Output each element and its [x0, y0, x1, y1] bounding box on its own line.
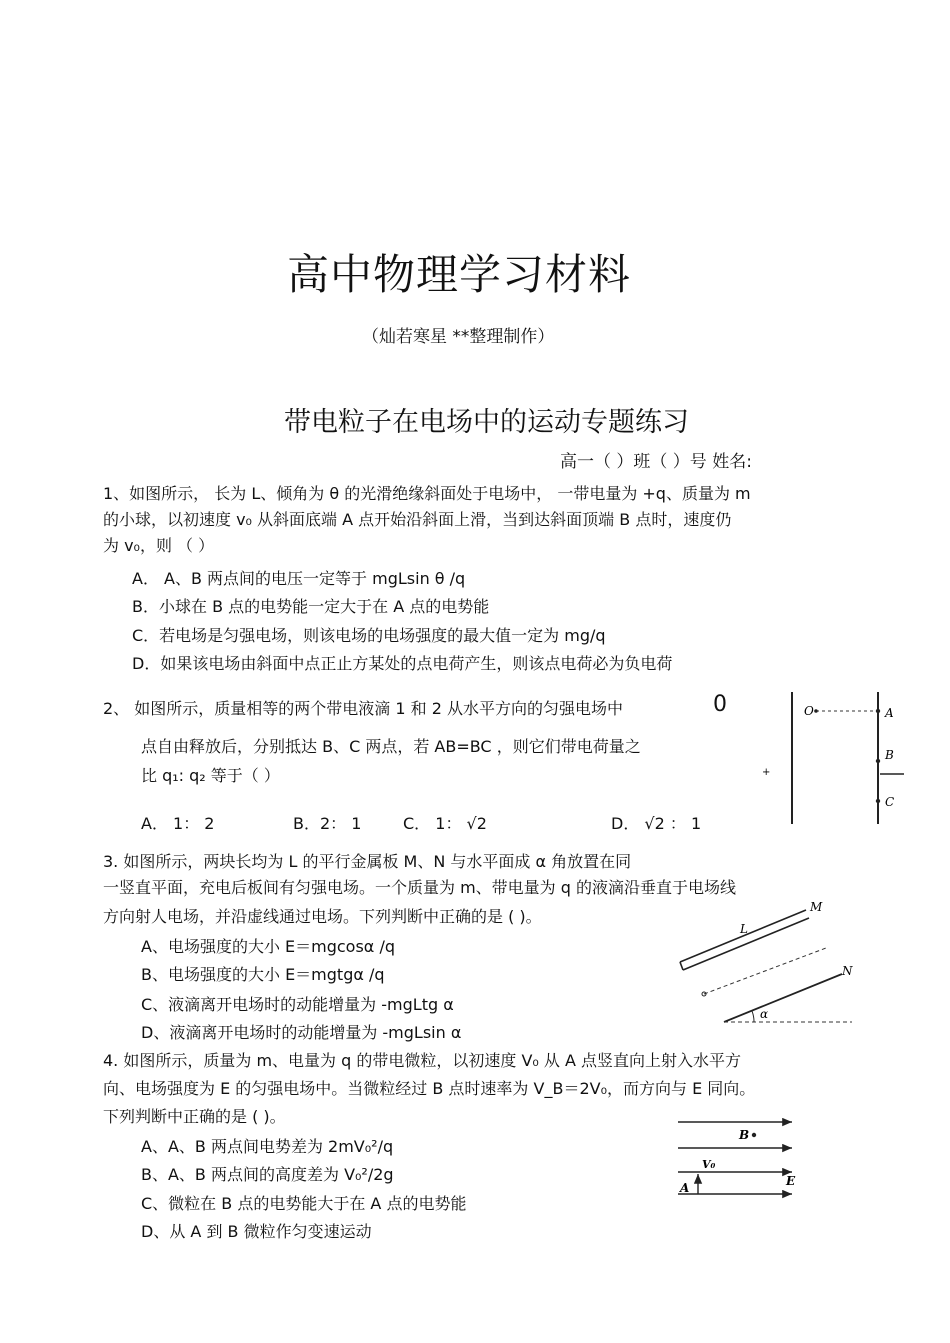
q4-line-3: 下列判断中正确的是 ( )。 [103, 1107, 286, 1126]
q1-option-a: A． A、B 两点间的电压一定等于 mgLsin θ /q [132, 569, 466, 588]
q3-line-2: 一竖直平面，充电后板间有匀强电场。一个质量为 m、带电量为 q 的液滴沿垂直于电场线 [103, 878, 737, 897]
q1-option-c: C．若电场是匀强电场，则该电场的电场强度的最大值一定为 mg/q [132, 626, 606, 645]
q2-fig-label-c: C [885, 795, 895, 809]
q2-line-2: 点自由释放后，分别抵达 B、C 两点，若 AB=BC ，则它们带电荷量之 [141, 737, 641, 756]
q2-option-b: B．2： 1 [293, 814, 362, 833]
q1-line-2: 的小球，以初速度 v₀ 从斜面底端 A 点开始沿斜面上滑，当到达斜面顶端 B 点时，速度仍 [103, 510, 732, 529]
q4-figure [672, 1110, 807, 1205]
q3-figure [666, 894, 856, 1034]
page-subtitle: （灿若寒星 **整理制作） [362, 327, 555, 347]
q4-fig-label-v0: V₀ [702, 1158, 716, 1171]
q2-figure [752, 686, 912, 836]
q1-line-1: 1、如图所示， 长为 L、倾角为 θ 的光滑绝缘斜面处于电场中， 一带电量为 +q、质量为 m [103, 484, 751, 503]
q2-fig-label-o: O [804, 704, 814, 718]
q3-fig-label-n: N [842, 964, 853, 978]
class-info-line: 高一（ ）班（ ）号 姓名: [560, 452, 752, 472]
q2-fig-label-a: A [885, 706, 894, 720]
q3-option-d: D、液滴离开电场时的动能增量为 -mgLsin α [141, 1023, 462, 1042]
q2-option-a: A． 1： 2 [141, 814, 215, 833]
q4-line-1: 4. 如图所示，质量为 m、电量为 q 的带电微粒，以初速度 V₀ 从 A 点竖直向上射入水平方 [103, 1051, 742, 1070]
q3-line-3: 方向射人电场，并沿虚线通过电场。下列判断中正确的是 ( )。 [103, 907, 542, 926]
q3-fig-label-alpha: α [760, 1007, 769, 1021]
q1-option-b: B．小球在 B 点的电势能一定大于在 A 点的电势能 [132, 597, 490, 616]
q3-option-b: B、电场强度的大小 E＝mgtgα /q [141, 965, 385, 984]
q4-line-2: 向、电场强度为 E 的匀强电场中。当微粒经过 B 点时速率为 V_B＝2V₀，而方向与 E 同向。 [103, 1079, 756, 1098]
q2-line-3: 比 q₁: q₂ 等于（ ） [141, 766, 280, 785]
page-title: 高中物理学习材料 [287, 250, 632, 299]
topic-title: 带电粒子在电场中的运动专题练习 [284, 407, 689, 438]
q2-point-o: 0 [713, 692, 727, 717]
q4-option-c: C、微粒在 B 点的电势能大于在 A 点的电势能 [141, 1194, 467, 1213]
q4-fig-label-b: B [739, 1128, 750, 1142]
q2-line-1: 2、 如图所示，质量相等的两个带电液滴 1 和 2 从水平方向的匀强电场中 [103, 699, 623, 718]
q2-fig-label-b: B [885, 748, 894, 762]
q4-option-d: D、从 A 到 B 微粒作匀变速运动 [141, 1222, 372, 1241]
q3-fig-label-m: M [810, 900, 823, 914]
q4-fig-label-e: E [786, 1174, 796, 1188]
q3-option-a: A、电场强度的大小 E＝mgcosα /q [141, 937, 395, 956]
q2-option-d: D． √2 ： 1 [611, 814, 702, 833]
q4-fig-label-a: A [680, 1181, 690, 1195]
q2-option-c: C． 1： √2 [403, 814, 487, 833]
q2-fig-label-plus: + [762, 767, 771, 778]
q1-line-3: 为 v₀，则 （ ） [103, 536, 215, 555]
q1-option-d: D．如果该电场由斜面中点正止方某处的点电荷产生，则该点电荷必为负电荷 [132, 654, 673, 673]
q3-fig-label-l: L [740, 922, 748, 936]
q4-option-a: A、A、B 两点间电势差为 2mV₀²/q [141, 1137, 394, 1156]
q3-option-c: C、液滴离开电场时的动能增量为 -mgLtg α [141, 995, 454, 1014]
q4-option-b: B、A、B 两点间的高度差为 V₀²/2g [141, 1165, 394, 1184]
q3-line-1: 3. 如图所示，两块长均为 L 的平行金属板 M、N 与水平面成 α 角放置在同 [103, 852, 632, 871]
